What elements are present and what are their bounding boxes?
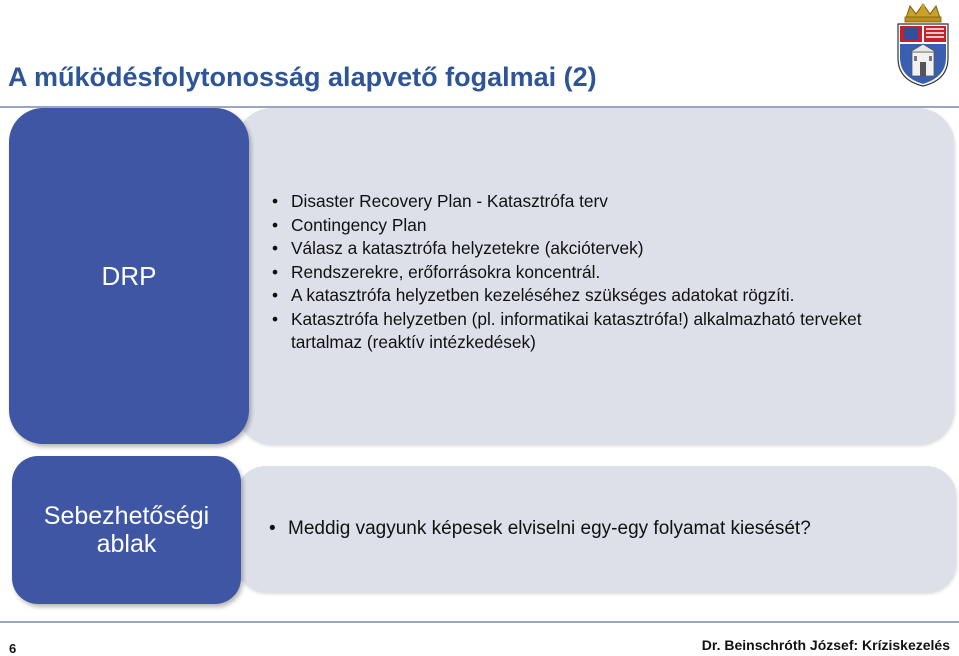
footer-divider: [0, 621, 959, 623]
list-item: • Rendszerekre, erőforrásokra koncentrál.: [272, 261, 922, 285]
bullet-icon: •: [269, 518, 276, 539]
coat-of-arms-icon: [892, 2, 954, 88]
page-number: 6: [9, 641, 17, 656]
slide-title: A működésfolytonosság alapvető fogalmai (2): [8, 62, 597, 92]
bullet-icon: •: [272, 238, 279, 258]
bullet-icon: •: [272, 285, 279, 305]
bullet-icon: •: [272, 214, 279, 235]
list-item: • Meddig vagyunk képesek elviselni egy-egy folyamat kiesését?: [269, 518, 811, 539]
bullet-icon: •: [272, 191, 279, 211]
bullet-list-drp: [272, 190, 922, 355]
section-label-text: Sebezhetőségi ablak: [43, 502, 210, 558]
bullet-list-vulnerability-window: [269, 517, 919, 541]
footer-author: Dr. Beinschróth József: Kríziskezelés: [701, 637, 950, 653]
section-label-drp: [9, 108, 249, 444]
section-label-text: DRP: [101, 260, 157, 291]
bullet-icon: •: [272, 261, 279, 282]
list-item: • Contingency Plan: [272, 214, 922, 238]
list-item: • Válasz a katasztrófa helyzetekre (akciótervek): [272, 237, 922, 261]
section-label-vulnerability-window: [12, 456, 241, 604]
list-item: • A katasztrófa helyzetben kezeléséhez szükséges adatokat rögzíti.: [272, 284, 922, 308]
list-item: • Katasztrófa helyzetben (pl. informatikai katasztrófa!) alkalmazható terveket tartalmaz (reaktív intézkedések): [272, 308, 862, 352]
bullet-icon: •: [272, 308, 279, 329]
list-item: • Disaster Recovery Plan - Katasztrófa terv: [272, 190, 922, 214]
